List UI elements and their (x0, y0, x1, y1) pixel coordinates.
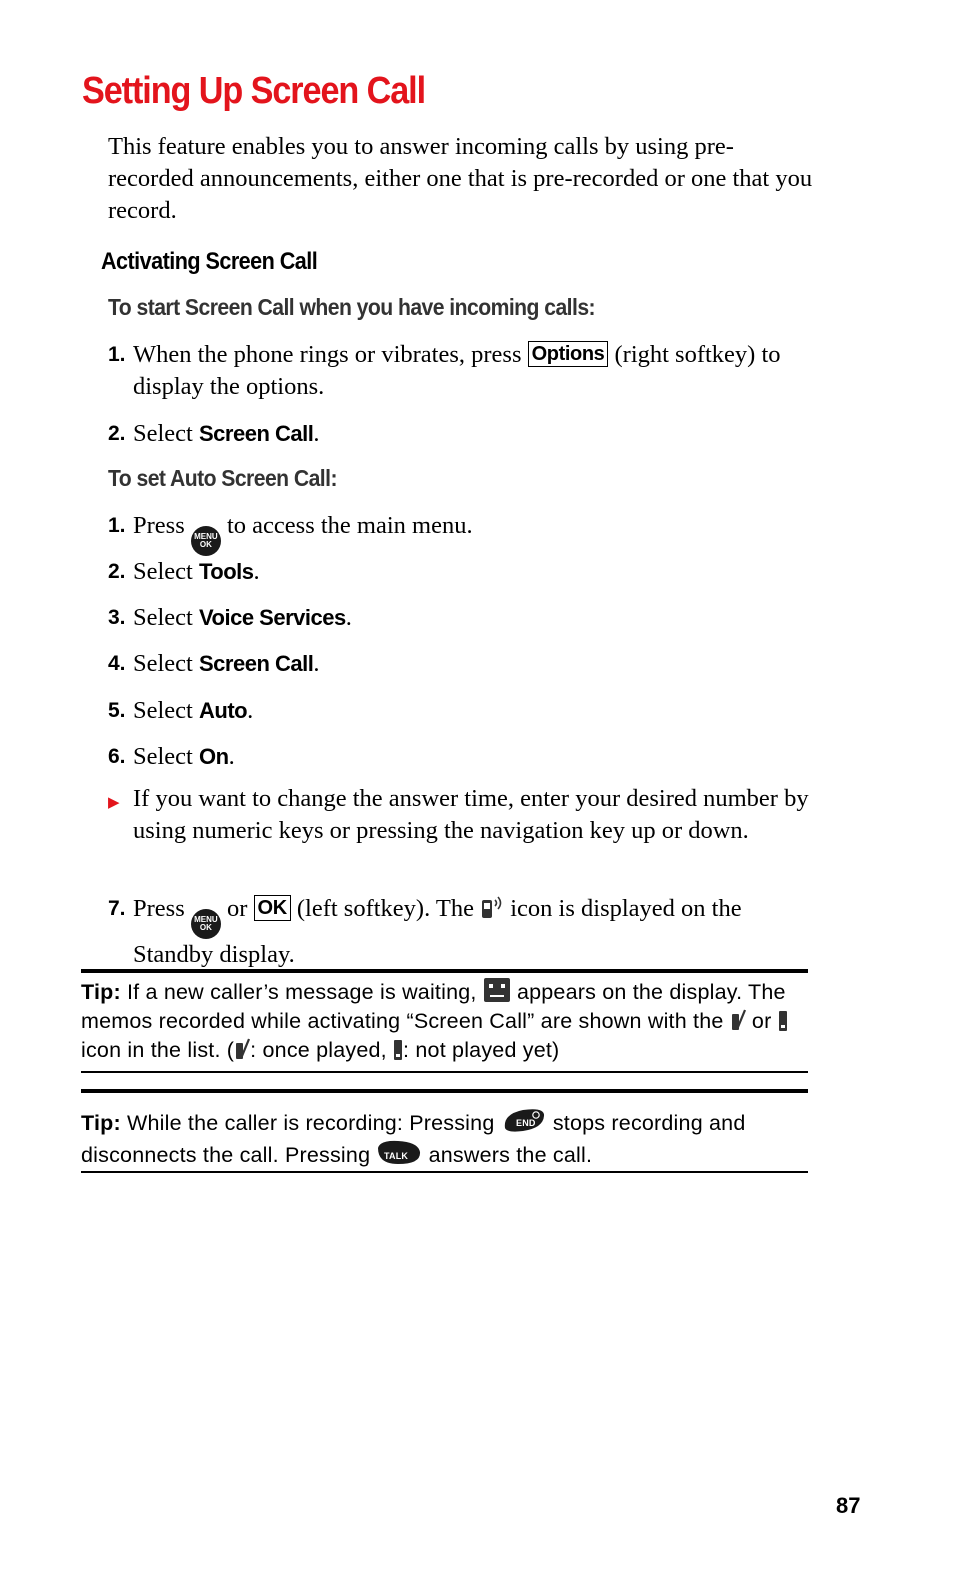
menu-keyword: Screen Call (199, 421, 314, 446)
end-key-label: END (515, 1118, 536, 1128)
step-text (133, 893, 813, 971)
step-text (133, 556, 813, 588)
tip-text: or (751, 1009, 772, 1033)
section-heading: Activating Screen Call (101, 248, 318, 275)
step-text-part: icon is displayed on the Standby display. (133, 895, 742, 968)
step-number: 3. (108, 606, 126, 629)
screen-call-icon (480, 894, 504, 920)
end-key-icon (501, 1106, 547, 1134)
step-number: 2. (108, 422, 126, 445)
key-label: MENU (194, 915, 218, 924)
tip-text: icon in the list. ( (81, 1038, 235, 1062)
step-text-part: to access the main menu. (226, 512, 473, 539)
step-text-part: . (313, 420, 320, 447)
tip-label: Tip: (81, 980, 121, 1004)
new-message-icon (483, 977, 511, 1003)
step-text-part: or (226, 895, 248, 922)
step-text-part: Select (133, 558, 193, 585)
tip-text: While the caller is recording: Pressing (127, 1111, 495, 1135)
step-text (133, 510, 813, 556)
tip-text: : not played yet) (403, 1038, 560, 1062)
step-text-part: . (253, 558, 260, 585)
step-text-part: Select (133, 697, 193, 724)
tip-box (81, 977, 808, 1065)
step-text-part: When the phone rings or vibrates, press (133, 341, 522, 368)
unplayed-memo-icon (778, 1008, 788, 1032)
unplayed-memo-icon (393, 1037, 403, 1061)
talk-key-label: TALK (384, 1151, 409, 1161)
tip-top-rule (81, 1089, 808, 1093)
key-label: OK (199, 923, 212, 932)
intro-paragraph: This feature enables you to answer incoming calls by using pre-recorded announcements, either one that is pre-recorded or one that you record. (108, 133, 813, 224)
step-number: 1. (108, 514, 126, 537)
step-text (133, 602, 813, 634)
menu-keyword: Voice Services (199, 605, 346, 630)
step-text-part: . (247, 697, 254, 724)
played-memo-icon (234, 1037, 250, 1061)
tip-bottom-rule (81, 1071, 808, 1073)
menu-keyword: Screen Call (199, 651, 314, 676)
step-text (133, 339, 813, 403)
page-number: 87 (836, 1493, 861, 1518)
menu-ok-key-icon (191, 526, 221, 556)
step-number: 1. (108, 343, 126, 366)
step-text-part: . (228, 743, 235, 770)
page-title: Setting Up Screen Call (82, 70, 426, 112)
bullet-text: If you want to change the answer time, enter your desired number by using numeric keys or pressing the navigation key up or down. (133, 785, 809, 844)
step-text (133, 741, 813, 773)
ok-softkey: OK (254, 895, 291, 921)
step-text-part: Select (133, 743, 193, 770)
step-number: 6. (108, 745, 126, 768)
tip-top-rule (81, 969, 808, 973)
menu-keyword: Auto (199, 698, 248, 723)
menu-ok-key-icon (191, 909, 221, 939)
step-text (133, 418, 813, 450)
step-text-part: Select (133, 650, 193, 677)
tip-text: : once played, (250, 1038, 387, 1062)
menu-keyword: Tools (199, 559, 254, 584)
tip-text: answers the call. (428, 1143, 593, 1167)
step-text-part: Press (133, 895, 185, 922)
step-text-part: (left softkey). The (296, 895, 474, 922)
key-label: OK (199, 540, 212, 549)
procedure-heading: To set Auto Screen Call: (108, 465, 337, 491)
step-number: 7. (108, 897, 126, 920)
step-text-part: . (345, 604, 352, 631)
step-number: 2. (108, 560, 126, 583)
tip-label: Tip: (81, 1111, 121, 1135)
tip-text: If a new caller’s message is waiting, (127, 980, 477, 1004)
step-text-part: (right softkey) to display the options. (133, 341, 781, 400)
options-softkey: Options (528, 341, 609, 367)
step-text-part: Select (133, 420, 193, 447)
step-text (133, 695, 813, 727)
tip-text: appears on the display. The memos recorded while activating “Screen Call” are shown with the (81, 980, 786, 1033)
menu-keyword: On (199, 744, 229, 769)
key-label: MENU (194, 532, 218, 541)
talk-key-icon (376, 1138, 422, 1166)
step-number: 4. (108, 652, 126, 675)
tip-box (81, 1106, 808, 1170)
procedure-heading: To start Screen Call when you have incoming calls: (108, 294, 596, 320)
step-text (133, 648, 813, 680)
triangle-bullet-icon: ▶ (108, 795, 120, 811)
step-text-part: Select (133, 604, 193, 631)
tip-text: stops recording and disconnects the call. Pressing (81, 1111, 746, 1167)
played-memo-icon (730, 1008, 746, 1032)
step-number: 5. (108, 699, 126, 722)
tip-bottom-rule (81, 1171, 808, 1173)
step-text-part: Press (133, 512, 185, 539)
step-text-part: . (313, 650, 320, 677)
